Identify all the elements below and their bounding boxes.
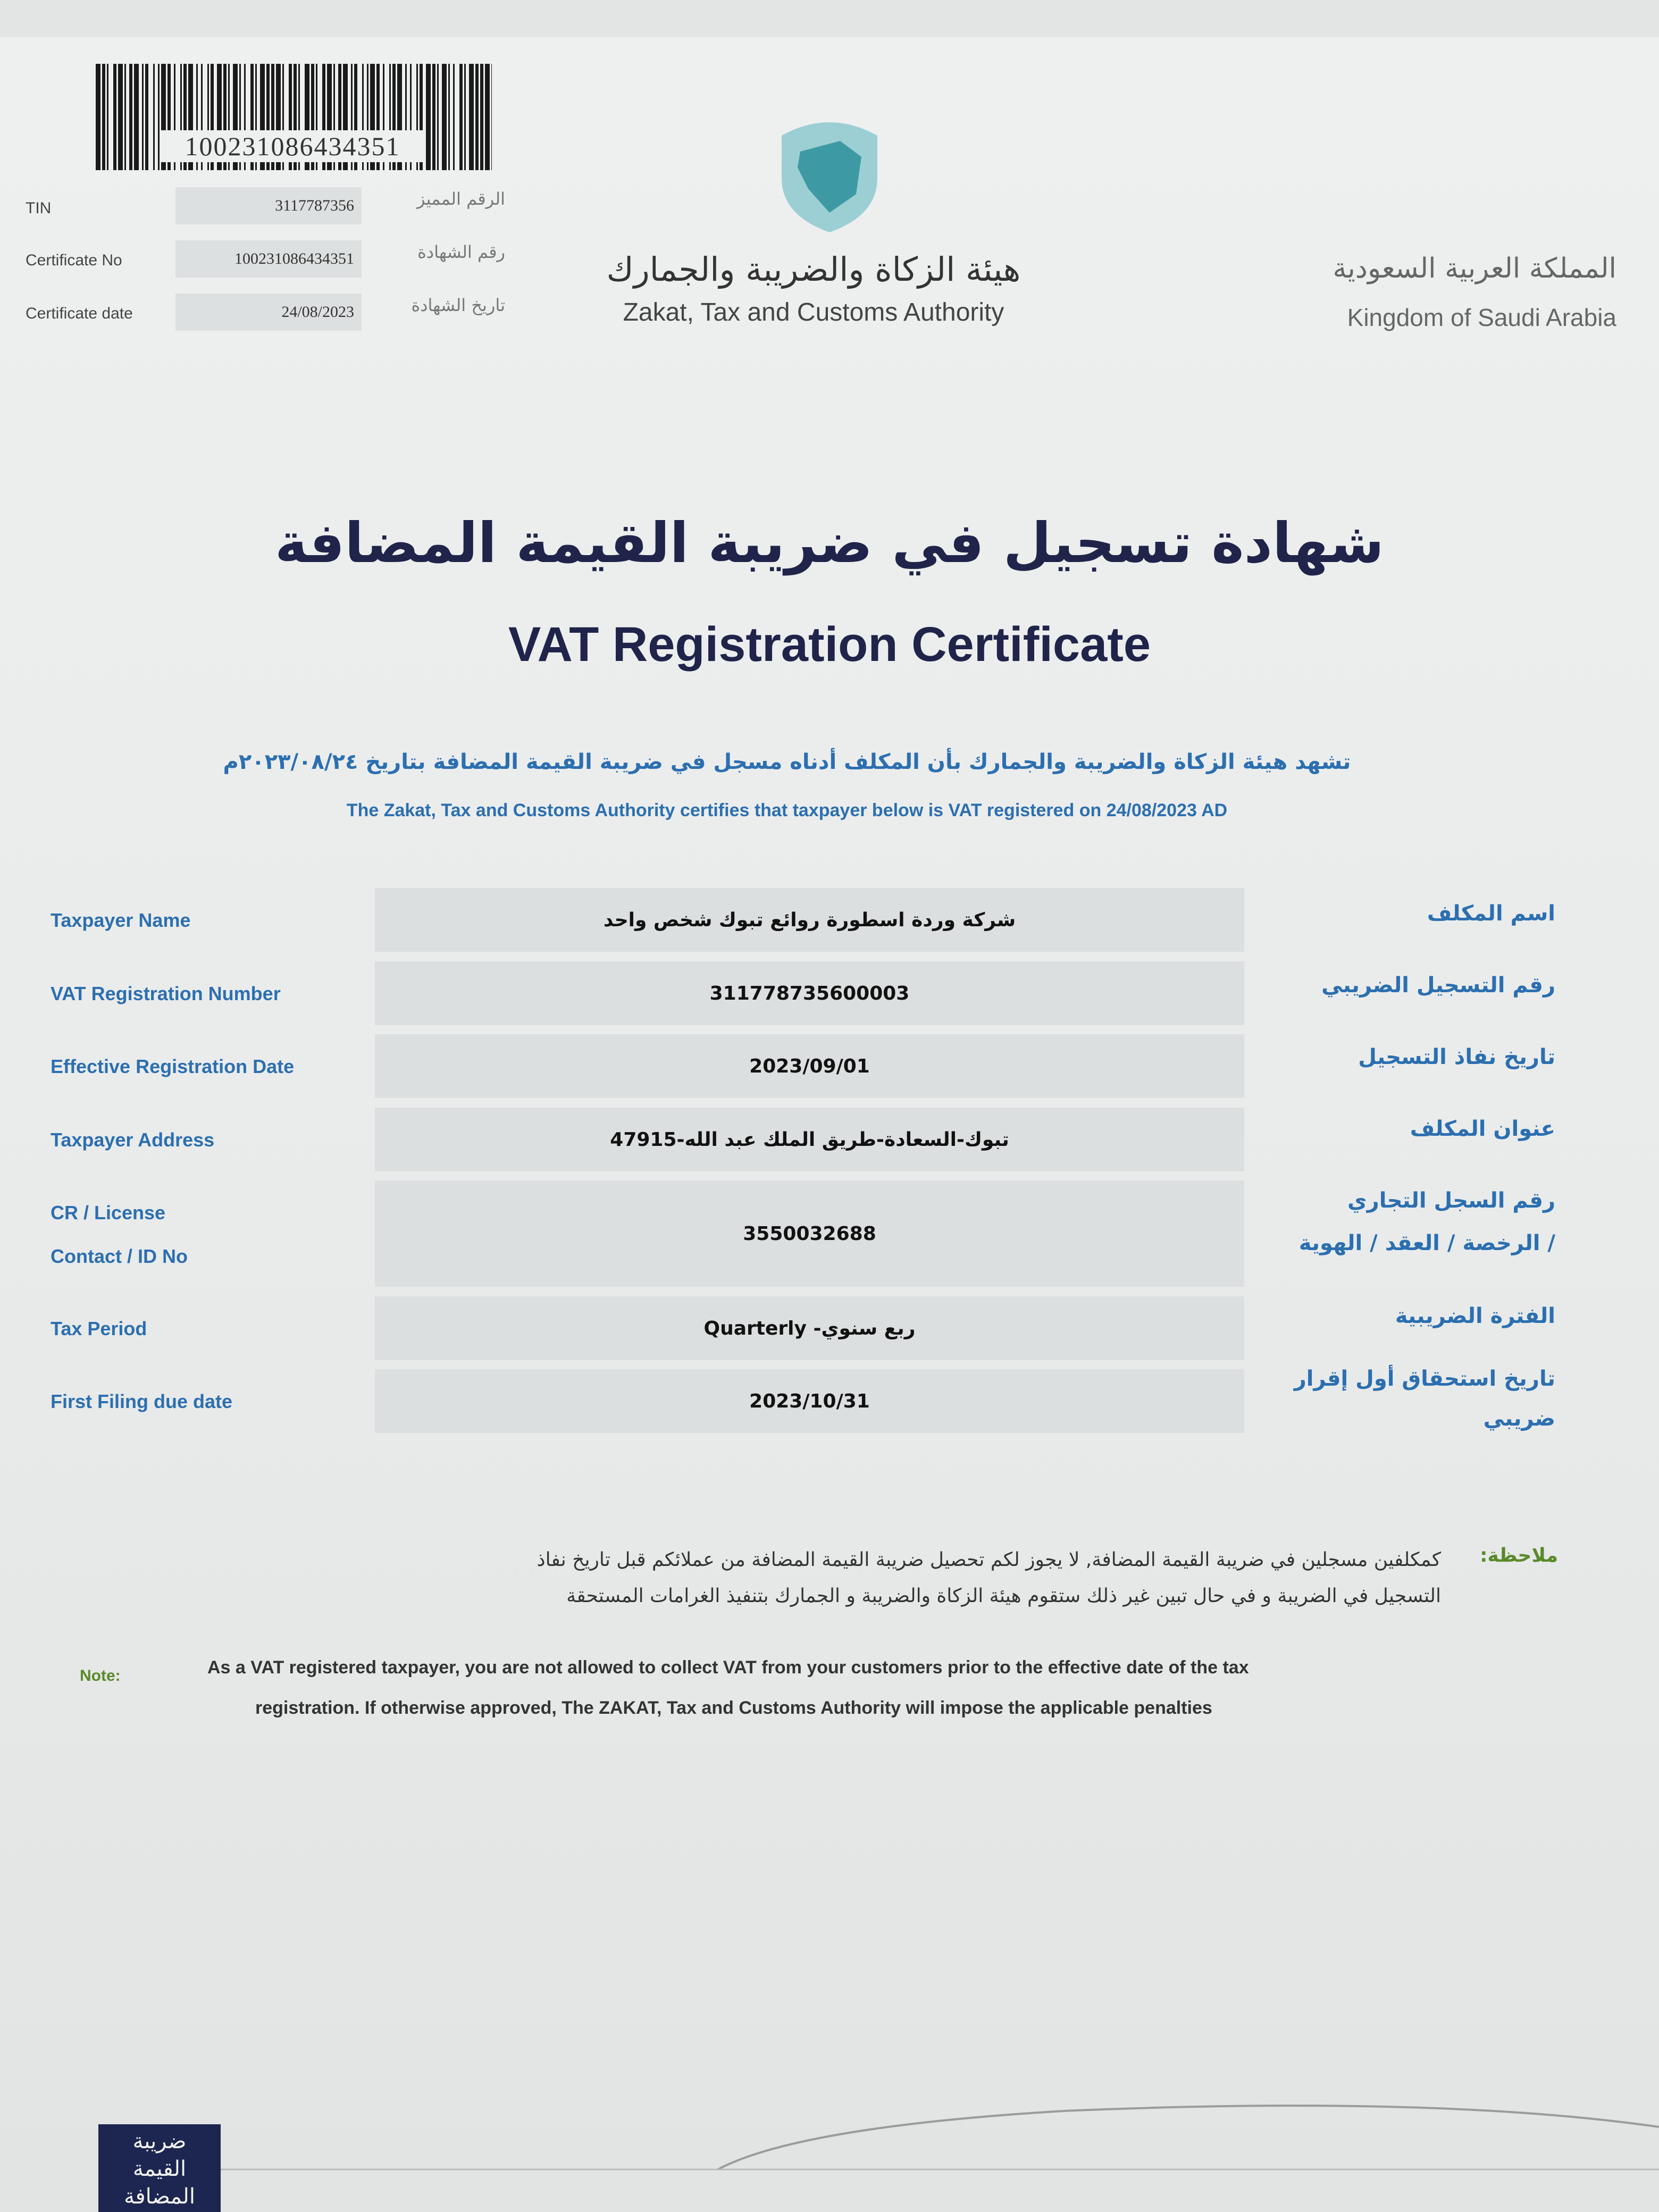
note-text-ar <box>250 1542 1441 1614</box>
country-name-ar: المملكة العربية السعودية <box>1333 253 1616 284</box>
taxpayer-name-label: Taxpayer Name <box>51 909 191 931</box>
note-ar-line-2: التسجيل في الضريبة و في حال تبين غير ذلك ستقوم هيئة الزكاة والضريبة و الجمارك بتنفيذ الغرامات المستحقة <box>566 1585 1441 1607</box>
effective-date-label-ar: تاريخ نفاذ التسجيل <box>1358 1045 1555 1069</box>
note-en-line-1: As a VAT registered taxpayer, you are not allowed to collect VAT from your customers prior to the effective date of the tax <box>207 1657 1249 1678</box>
certificate-date-value: 24/08/2023 <box>175 294 362 331</box>
certificate-date-label-ar: تاريخ الشهادة <box>411 295 505 315</box>
first-filing-label-ar-2: ضريبي <box>1483 1406 1555 1431</box>
vat-number-label: VAT Registration Number <box>51 983 281 1004</box>
vat-number-label-ar: رقم التسجيل الضريبي <box>1321 973 1555 998</box>
first-filing-label-ar: تاريخ استحقاق أول إقرار <box>1294 1367 1555 1391</box>
certificate-date-label: Certificate date <box>26 305 133 322</box>
first-filing-label: First Filing due date <box>51 1390 233 1412</box>
vat-logo-line-2: القيمة <box>132 2157 187 2181</box>
address-value: تبوك-السعادة-طريق الملك عبد الله-47915 <box>375 1108 1244 1171</box>
taxpayer-name-value: شركة وردة اسطورة روائع تبوك شخص واحد <box>375 888 1244 952</box>
org-name-ar: هيئة الزكاة والضريبة والجمارك <box>606 250 1021 289</box>
org-name-en: Zakat, Tax and Customs Authority <box>623 298 1004 326</box>
effective-date-value: 2023/09/01 <box>375 1034 1244 1098</box>
effective-date-label: Effective Registration Date <box>51 1055 295 1077</box>
note-label-en: Note: <box>80 1667 121 1685</box>
tax-period-label-ar: الفترة الضريبية <box>1395 1304 1555 1328</box>
taxpayer-name-label-ar: اسم المكلف <box>1427 901 1555 926</box>
tin-value: 3117787356 <box>175 187 362 224</box>
first-filing-value: 2023/10/31 <box>375 1369 1244 1433</box>
vat-number-value: 311778735600003 <box>375 961 1244 1025</box>
certificate-no-label-ar: رقم الشهادة <box>417 242 505 262</box>
cr-license-label: CR / License <box>51 1202 166 1224</box>
vat-logo-line-1: ضريبة <box>132 2129 187 2154</box>
tin-label: TIN <box>26 199 52 217</box>
note-en-line-2: registration. If otherwise approved, The ZAKAT, Tax and Customs Authority will impose the applicable penalties <box>255 1698 1212 1718</box>
contact-id-label-ar: / الرخصة / العقد / الهوية <box>1298 1231 1555 1255</box>
note-ar-line-1: كمكلفين مسجلين في ضريبة القيمة المضافة, لا يجوز لكم تحصيل ضريبة القيمة المضافة من عملائكم قبل تاريخ نفاذ <box>537 1549 1441 1571</box>
tax-period-label: Tax Period <box>51 1318 147 1339</box>
cr-license-value: 3550032688 <box>375 1180 1244 1287</box>
footer-decoration-curve <box>0 1967 1659 2212</box>
certification-text-ar: تشهد هيئة الزكاة والضريبة والجمارك بأن المكلف أدناه مسجل في ضريبة القيمة المضافة بتاريخ ٢٠٢٣/٠٨/٢٤م <box>223 750 1351 774</box>
certification-text-en: The Zakat, Tax and Customs Authority certifies that taxpayer below is VAT registered on 24/08/2023 AD <box>346 800 1228 820</box>
title-en: VAT Registration Certificate <box>508 617 1151 672</box>
cr-license-label-ar: رقم السجل التجاري <box>1347 1188 1555 1213</box>
address-label-ar: عنوان المكلف <box>1410 1117 1555 1141</box>
barcode-number: 100231086434351 <box>160 130 425 162</box>
vat-logo-icon <box>98 2124 221 2212</box>
country-name-en: Kingdom of Saudi Arabia <box>1347 304 1616 331</box>
address-label: Taxpayer Address <box>51 1129 215 1151</box>
certificate-no-label: Certificate No <box>26 252 122 269</box>
zatca-logo-icon <box>776 114 883 234</box>
contact-id-label: Contact / ID No <box>51 1245 188 1267</box>
note-label-ar: ملاحظة: <box>1480 1545 1558 1566</box>
note-text-en <box>207 1647 1446 1728</box>
vat-logo-line-3: المضافة <box>124 2184 195 2209</box>
tax-period-value: ربع سنوي- Quarterly <box>375 1296 1244 1360</box>
title-ar: شهادة تسجيل في ضريبة القيمة المضافة <box>275 510 1384 575</box>
tin-label-ar: الرقم المميز <box>416 189 505 209</box>
certificate-no-value: 100231086434351 <box>175 240 362 278</box>
